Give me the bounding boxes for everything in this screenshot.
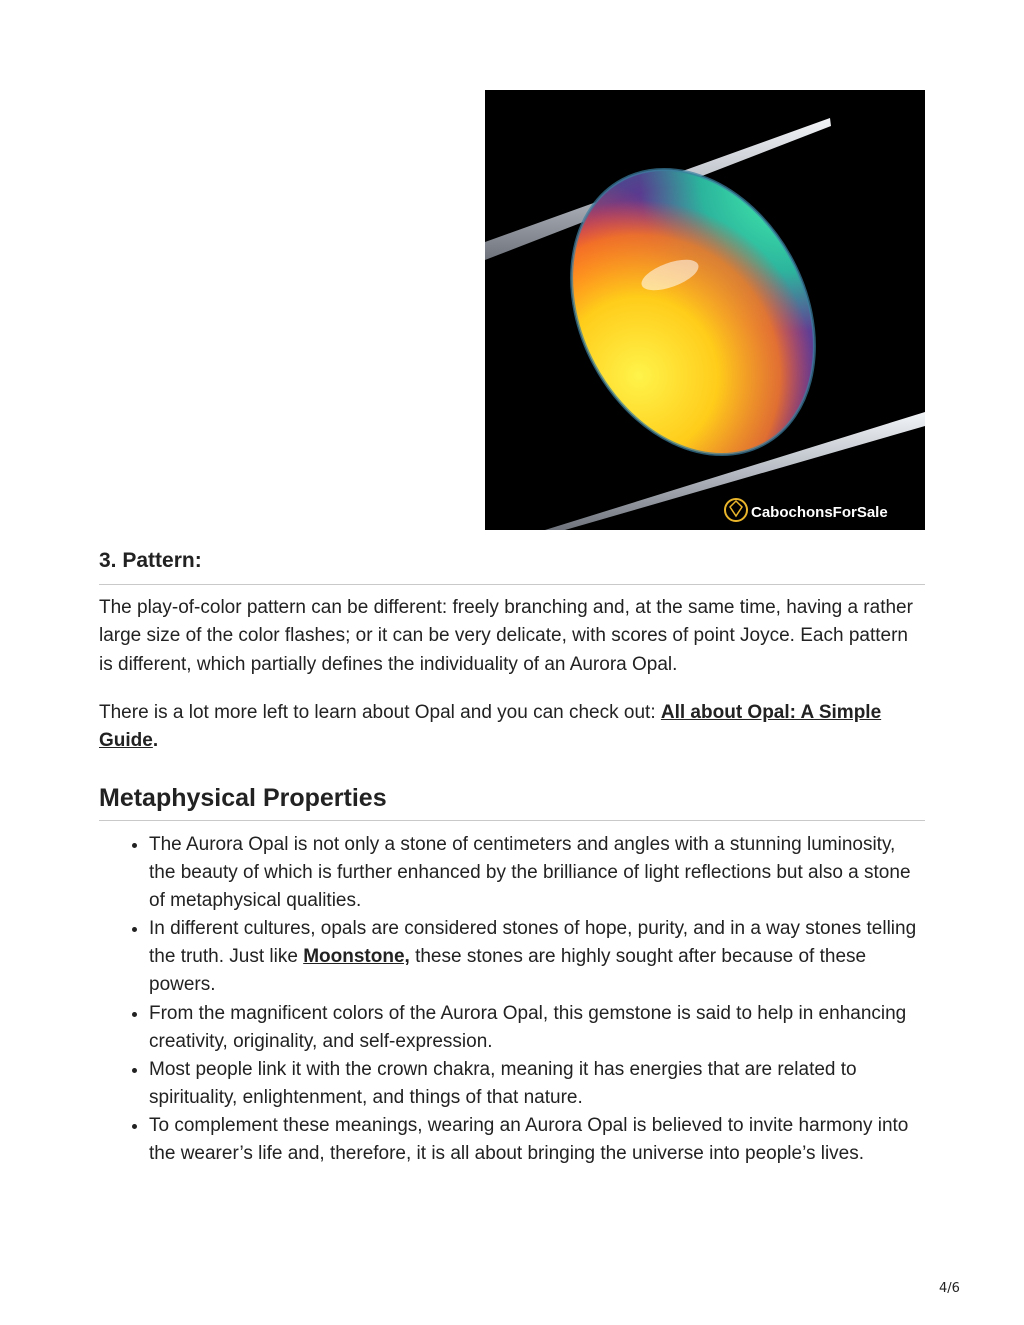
list-item-text: In different cultures, opals are considered stones of hope, purity, and in a way stones telling the truth. Just like — [149, 918, 917, 968]
list-item: • To complement these meanings, wearing an Aurora Opal is believed to invite harmony into the wearer’s life and, therefore, it is all about bringing the universe into people’s lives. — [149, 1112, 925, 1168]
learn-more-paragraph — [99, 699, 925, 756]
metaphysical-heading: Metaphysical Properties — [99, 782, 925, 821]
aurora-opal-image — [485, 90, 925, 530]
pattern-heading: 3. Pattern: — [99, 548, 925, 585]
list-item — [149, 915, 925, 999]
learn-more-prefix: There is a lot more left to learn about Opal and you can check out: — [99, 702, 661, 723]
list-item: • From the magnificent colors of the Aurora Opal, this gemstone is said to help in enhancing creativity, originality, and self-expression. — [149, 1000, 925, 1056]
opal-guide-link[interactable]: All about Opal: A Simple Guide — [99, 702, 882, 752]
list-item: • Most people link it with the crown chakra, meaning it has energies that are related to spirituality, enlightenment, and things of that nature. — [149, 1056, 925, 1112]
watermark-text: CabochonsForSale — [751, 504, 888, 521]
page-number: 4/6 — [939, 1281, 960, 1296]
metaphysical-list — [99, 831, 925, 1168]
list-item-text: these stones are highly sought after because of these powers. — [149, 946, 867, 996]
moonstone-link[interactable]: Moonstone, — [303, 946, 410, 968]
pattern-paragraph: The play-of-color pattern can be different: freely branching and, at the same time, having a rather large size of the color flashes; or it can be very delicate, with scores of point Joyce. Each pattern is different, which partially defines the individuality of an Aurora Opal. — [99, 597, 913, 675]
list-item: • The Aurora Opal is not only a stone of centimeters and angles with a stunning luminosity, the beauty of which is further enhanced by the brilliance of light reflections but also a stone of metaphysical qualities. — [149, 831, 925, 915]
learn-more-suffix: . — [152, 730, 159, 752]
